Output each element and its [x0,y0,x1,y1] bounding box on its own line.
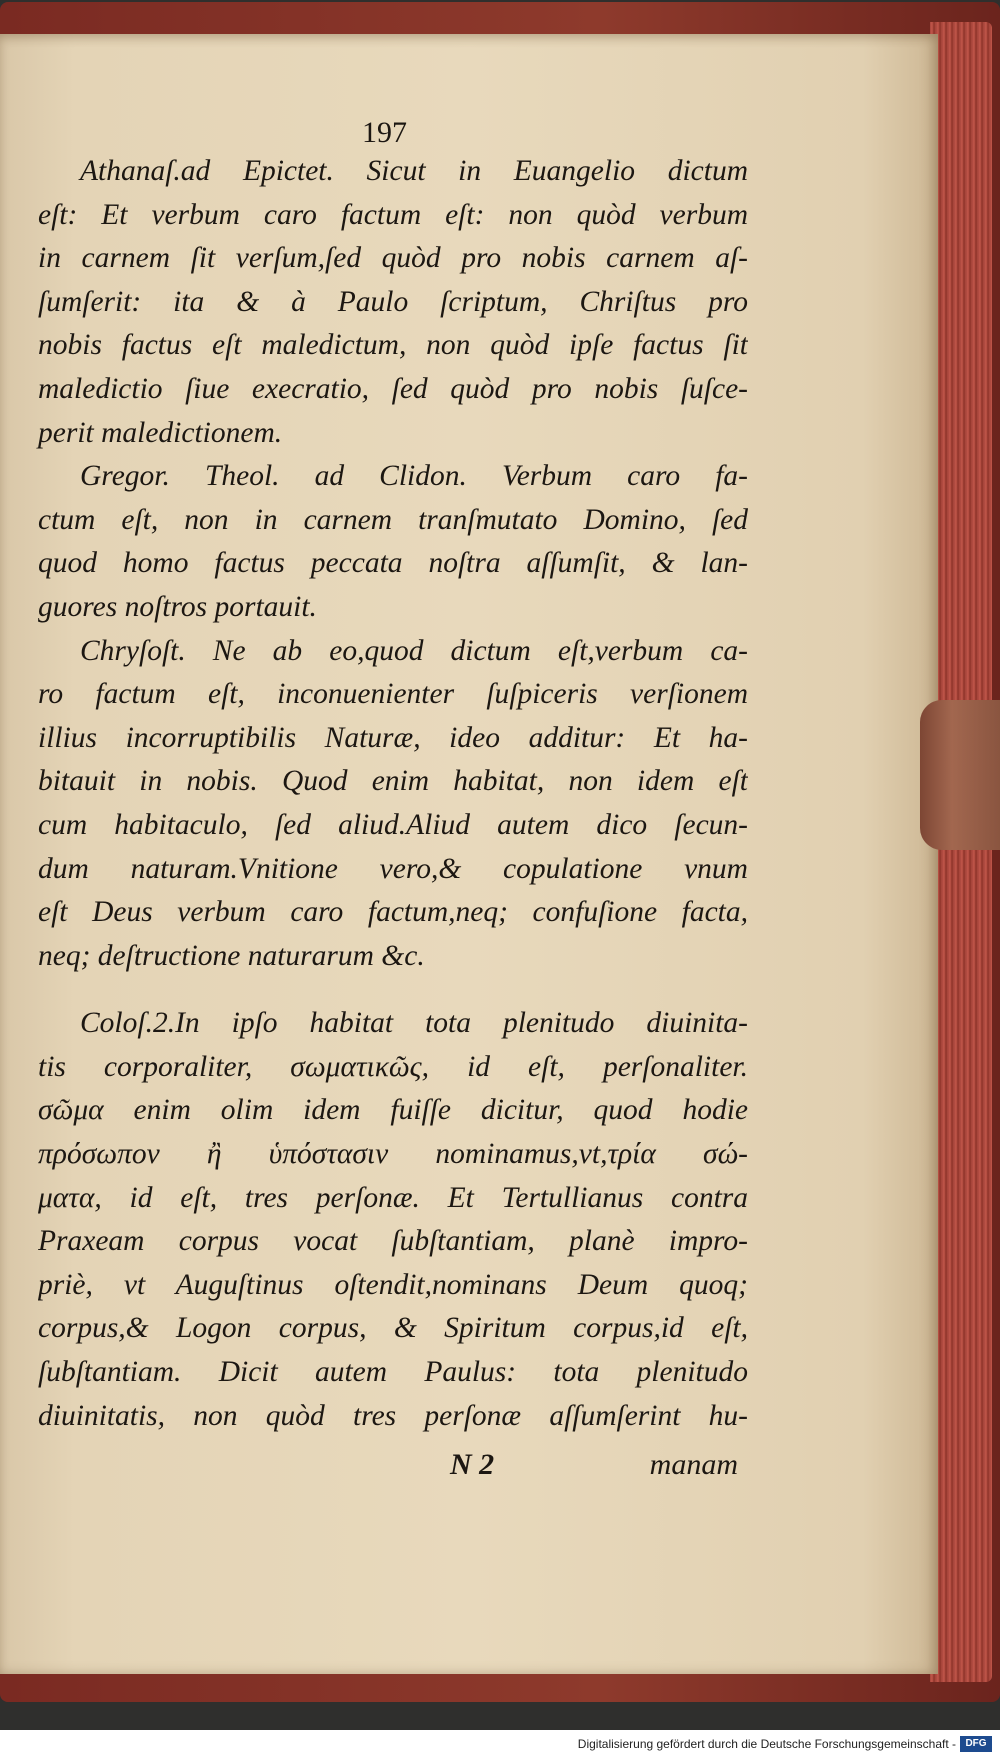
text-line: maledictio ſiue execratio, ſed quòd pro nobis ſuſce- [38,372,748,405]
text-line: dum naturam.Vnitione vero,& copulatione vnum [38,852,748,885]
text-line: illius incorruptibilis Naturæ, ideo additur: Et ha- [38,721,748,754]
text-line: nobis factus eſt maledictum, non quòd ipſe factus ſit [38,329,748,362]
text-line: neq; deſtructione naturarum &c. [38,939,425,972]
text-line: priè, vt Auguſtinus oſtendit,nominans Deum quoq; [38,1268,748,1301]
text-line: in carnem ſit verſum,ſed quòd pro nobis carnem aſ- [38,242,748,275]
text-line: Gregor. Theol. ad Clidon. Verbum caro fa- [80,460,748,493]
bookmark-clasp [920,700,1000,850]
text-line: diuinitatis, non quòd tres perſonæ aſſumſerint hu- [38,1399,748,1432]
text-line: eſt Deus verbum caro factum,neq; confuſione facta, [38,896,748,929]
text-line: ctum eſt, non in carnem tranſmutato Domino, ſed [38,503,748,536]
page-edges [930,22,992,1682]
catchword: manam [649,1448,738,1481]
text-line: cum habitaculo, ſed aliud.Aliud autem dico ſecun- [38,808,748,841]
page-number: 197 [362,116,407,149]
text-line: ſubſtantiam. Dicit autem Paulus: tota plenitudo [38,1356,748,1389]
text-line: σῶμα enim olim idem fuiſſe dicitur, quod hodie [38,1094,748,1127]
dfg-logo: DFG [960,1736,992,1752]
text-line: ματα, id eſt, tres perſonæ. Et Tertullianus contra [38,1181,748,1214]
page-footer-line [38,1448,738,1492]
text-line: Athanaſ.ad Epictet. Sicut in Euangelio dictum [80,155,748,187]
text-line: perit maledictionem. [38,416,283,449]
text-line: Praxeam corpus vocat ſubſtantiam, planè impro- [38,1225,748,1258]
text-line: guores noſtros portauit. [38,590,317,623]
body-text [38,116,748,1438]
text-line: corpus,& Logon corpus, & Spiritum corpus,id eſt, [38,1312,748,1345]
text-line: tis corporaliter, σωματικῶς, id eſt, perſonaliter. [38,1050,748,1083]
text-line: eſt: Et verbum caro factum eſt: non quòd verbum [38,198,748,231]
text-line: Coloſ.2.In ipſo habitat tota plenitudo diuinita- [80,1007,748,1040]
signature-mark: N 2 [450,1448,495,1481]
text-line: ſumſerit: ita & à Paulo ſcriptum, Chriſtus pro [38,285,748,318]
text-line: quod homo factus peccata noſtra aſſumſit, & lan- [38,547,748,580]
text-line: bitauit in nobis. Quod enim habitat, non idem eſt [38,765,748,798]
text-line: ro factum eſt, inconuenienter ſuſpiceris verſionem [38,678,748,711]
text-line: πρόσωπον ἢ ὑπόστασιν nominamus,vt,τρία σώ- [38,1138,748,1171]
funding-credit: Digitalisierung gefördert durch die Deutsche Forschungsgemeinschaft - [577,1737,956,1751]
text-line: Chryſoſt. Ne ab eo,quod dictum eſt,verbum ca- [80,634,748,667]
